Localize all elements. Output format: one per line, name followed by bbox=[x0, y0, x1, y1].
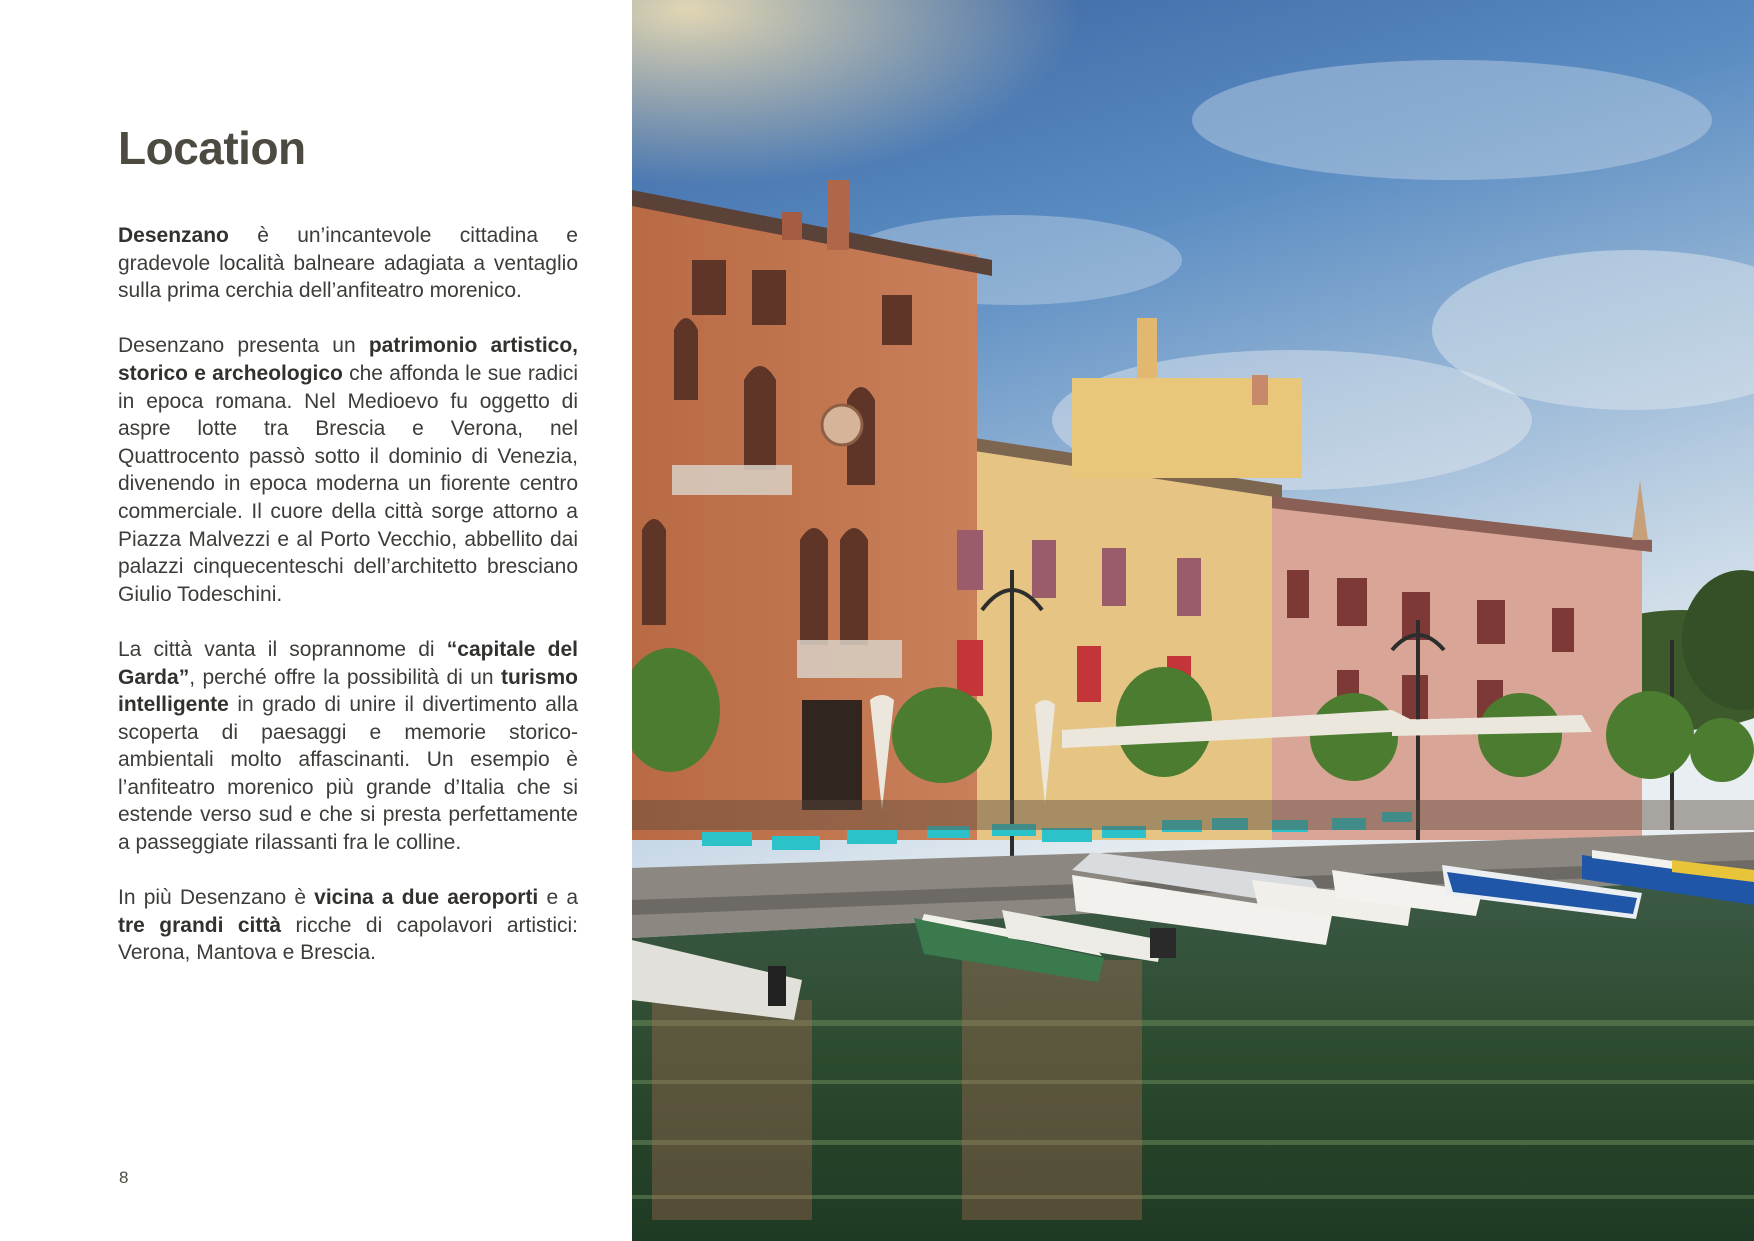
page-title: Location bbox=[118, 122, 306, 174]
text-run: Desenzano presenta un bbox=[118, 334, 369, 358]
text-run: tre grandi città bbox=[118, 913, 282, 937]
text-run: che affonda le sue radici in epoca romana. Nel Medioevo fu oggetto di aspre lotte tra Brescia e Verona, nel Quattrocento passò sotto il dominio di Venezia, divenendo in epoca moderna un fiorente centro commerciale. Il cuore della città sorge attorno a Piazza Malvezzi e al Porto Vecchio, abbellito dai palazzi cinquecenteschi dell’architetto bresciano Giulio Todeschini. bbox=[118, 361, 578, 606]
text-run: Desenzano bbox=[118, 224, 229, 247]
text-run: , perché offre la possibilità di un bbox=[189, 665, 501, 689]
paragraph bbox=[118, 222, 578, 305]
text-run: turismo intelligente bbox=[118, 665, 578, 717]
paragraph bbox=[118, 884, 578, 967]
paragraph bbox=[118, 332, 578, 608]
text-column bbox=[0, 0, 632, 1241]
text-run: patrimonio artistico, storico e archeologico bbox=[118, 334, 578, 385]
text-run: in grado di unire il divertimento alla scoperta di paesaggi e memorie storico-ambientali molto affascinanti. Un esempio è l’anfiteatro morenico più grande d’Italia che si estende verso sud e che si presta perfettamente a passeggiate rilassanti fra le colline. bbox=[118, 693, 578, 855]
text-run: La città vanta il soprannome di bbox=[118, 637, 447, 661]
paragraph bbox=[118, 636, 578, 857]
text-run: vicina a due aeroporti bbox=[314, 886, 539, 910]
text-run: ricche di capolavori artistici: Verona, Mantova e Brescia. bbox=[118, 913, 578, 965]
body-text bbox=[118, 222, 578, 995]
page-number: 8 bbox=[119, 1168, 129, 1187]
harbor-town-photo bbox=[632, 0, 1754, 1241]
text-run: “capitale del Garda” bbox=[118, 637, 578, 689]
text-run: In più Desenzano è bbox=[118, 886, 315, 910]
text-run: e a bbox=[538, 886, 578, 910]
text-run: è un’incantevole cittadina e gradevole località balneare adagiata a ventaglio sulla prima cerchia dell’anfiteatro morenico. bbox=[118, 224, 578, 303]
